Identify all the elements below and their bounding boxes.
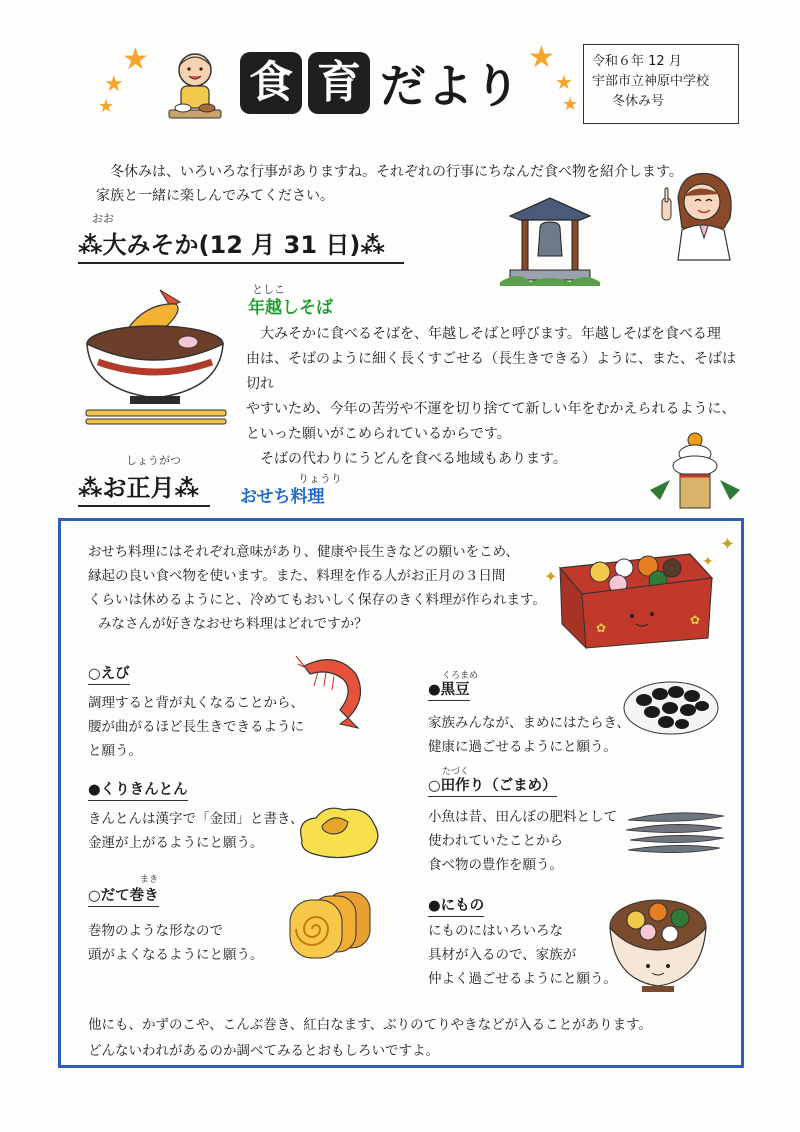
eating-child-illustration bbox=[165, 44, 225, 126]
item-line: きんとんは漢字で「金団」と書き、 bbox=[88, 811, 304, 827]
subtitle-ruby: りょうり bbox=[298, 472, 342, 485]
item-line: 小魚は昔、田んぼの肥料として bbox=[428, 809, 617, 825]
item-ruby: まき bbox=[140, 875, 159, 885]
item-line: 金運が上がるようにと願う。 bbox=[88, 835, 264, 851]
kuromame-illustration bbox=[622, 670, 720, 736]
item-line: 具材が入るので、家族が bbox=[428, 947, 577, 963]
para-line: 大みそかに食べるそばを、年越しそばと呼びます。年越しそばを食べる理 bbox=[260, 326, 721, 342]
newsletter-title bbox=[240, 50, 521, 116]
teacher-illustration bbox=[652, 168, 744, 260]
item-ruby: たづく bbox=[442, 767, 470, 777]
osechi-intro bbox=[88, 540, 548, 636]
para-line: 由は、そばのように細く長くすごせる（長生きできる）ように、また、そばは切れ bbox=[246, 351, 736, 392]
section-heading-omisoka: ⁂大みそか(12 月 31 日)⁂ bbox=[78, 225, 404, 264]
para-line: そばの代わりにうどんを食べる地域もあります。 bbox=[260, 451, 567, 467]
item-line: 仲よく過ごせるようにと願う。 bbox=[428, 971, 617, 987]
soba-bowl-illustration bbox=[80, 282, 230, 432]
para-line: みなさんが好きなおせち料理はどれですか？ bbox=[98, 616, 368, 632]
title-rest: だより bbox=[380, 59, 521, 113]
star-icon: ★ bbox=[555, 70, 573, 94]
intro-line: 家族と一緒に楽しんでみてください。 bbox=[96, 188, 334, 204]
svg-text:✦: ✦ bbox=[702, 554, 714, 570]
para-line: といった願いがこめられているからです。 bbox=[246, 426, 511, 442]
svg-text:✿: ✿ bbox=[596, 621, 607, 635]
star-icon: ★ bbox=[122, 42, 149, 77]
item-line: 健康に過ごせるようにと願う。 bbox=[428, 739, 617, 755]
issue-info-box bbox=[583, 44, 739, 124]
item-line: 食べ物の豊作を願う。 bbox=[428, 857, 563, 873]
para-line: やすいため、今年の苦労や不運を切り捨てて新しい年をむかえられるように、 bbox=[246, 401, 736, 417]
shrimp-illustration bbox=[296, 652, 368, 732]
subtitle-ruby: としこ bbox=[252, 283, 285, 296]
item-line: にものにはいろいろな bbox=[428, 923, 563, 939]
section-heading-oshogatsu: ⁂お正月⁂ bbox=[78, 468, 210, 507]
kagami-mochi-illustration bbox=[650, 430, 740, 514]
item-body bbox=[88, 807, 328, 855]
item-line: 頭がよくなるようにと願う。 bbox=[88, 947, 264, 963]
nimono-illustration bbox=[606, 888, 710, 994]
heading-ruby: おお bbox=[92, 212, 114, 225]
issue-date: 令和６年 12 月 bbox=[592, 54, 682, 69]
osechi-item-ebi bbox=[88, 662, 318, 763]
kurikinton-illustration bbox=[296, 800, 382, 862]
tazukuri-illustration bbox=[624, 806, 728, 862]
svg-text:✦: ✦ bbox=[544, 567, 558, 586]
footer-line: どんないわれがあるのか調べてみるとおもしろいですよ。 bbox=[88, 1043, 439, 1059]
svg-text:✦: ✦ bbox=[720, 534, 736, 555]
temple-bell-illustration bbox=[500, 196, 600, 286]
title-tile-2: 育 bbox=[308, 52, 370, 114]
issue-name: 冬休み号 bbox=[612, 94, 665, 109]
item-title: ●くりきんとん bbox=[88, 778, 188, 801]
item-line: 家族みんなが、まめにはたらき、 bbox=[428, 715, 630, 731]
heading-ruby: しょうがつ bbox=[126, 454, 181, 467]
para-line: 縁起の良い食べ物を使います。また、料理を作る人がお正月の３日間 bbox=[88, 568, 506, 584]
subtitle-osechi: おせち料理 bbox=[240, 487, 325, 507]
item-title: ○えび bbox=[88, 662, 130, 685]
para-line: くらいは休めるようにと、冷めてもおいしく保存のきく料理が作られます。 bbox=[88, 592, 546, 608]
jubako-illustration bbox=[540, 528, 736, 658]
item-line: 使われていたことから bbox=[428, 833, 563, 849]
item-line: と願う。 bbox=[88, 743, 142, 759]
intro-line: 冬休みは、いろいろな行事がありますね。それぞれの行事にちなんだ食べ物を紹介します。 bbox=[110, 164, 683, 180]
osechi-item-kurikinton bbox=[88, 778, 328, 855]
osechi-footer bbox=[88, 1012, 728, 1064]
star-icon: ★ bbox=[528, 40, 555, 75]
item-line: 腰が曲がるほど長生きできるように bbox=[88, 719, 304, 735]
item-title: ●黒豆 bbox=[428, 678, 470, 701]
footer-line: 他にも、かずのこや、こんぶ巻き、紅白なます、ぶりのてりやきなどが入ることがあります。 bbox=[88, 1017, 653, 1033]
item-title: ●にもの bbox=[428, 894, 484, 917]
star-icon: ★ bbox=[562, 94, 579, 115]
subtitle-toshikoshi-soba: 年越しそば bbox=[248, 298, 333, 318]
item-line: 巻物のような形なので bbox=[88, 923, 223, 939]
item-title: ○だて巻き bbox=[88, 884, 159, 907]
item-line: 調理すると背が丸くなることから、 bbox=[88, 695, 304, 711]
title-tile-1: 食 bbox=[240, 52, 302, 114]
star-icon: ★ bbox=[104, 72, 124, 97]
item-ruby: くろまめ bbox=[442, 671, 479, 681]
para-line: おせち料理にはそれぞれ意味があり、健康や長生きなどの願いをこめ、 bbox=[88, 544, 520, 560]
item-title: ○田作り（ごまめ） bbox=[428, 774, 557, 797]
school-name: 宇部市立神原中学校 bbox=[592, 74, 710, 89]
svg-text:✿: ✿ bbox=[690, 613, 701, 627]
datemaki-illustration bbox=[286, 884, 382, 962]
star-icon: ★ bbox=[98, 96, 115, 117]
item-body bbox=[88, 691, 318, 763]
